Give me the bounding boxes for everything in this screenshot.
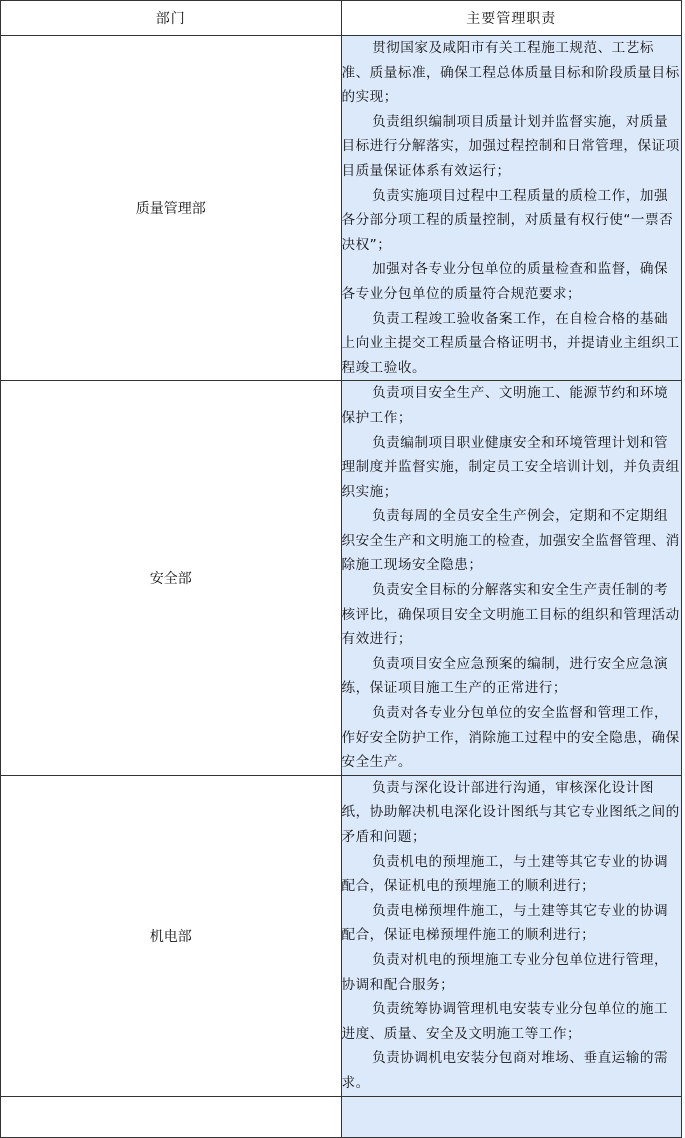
duties-cell bbox=[341, 381, 682, 776]
dept-cell: 机电部 bbox=[1, 775, 342, 1096]
duty-item: 负责对机电的预埋施工专业分包单位进行管理，协调和配合服务； bbox=[341, 951, 669, 993]
table-row bbox=[1, 36, 682, 381]
table-row-cut-off bbox=[1, 1096, 682, 1137]
duty-item: 负责工程竣工验收备案工作，在自检合格的基础上向业主提交工程质量合格证明书，并提请业主组织工程竣工验收。 bbox=[341, 310, 680, 376]
duty-item: 负责电梯预埋件施工，与土建等其它专业的协调配合，保证电梯预埋件施工的顺利进行； bbox=[341, 902, 669, 944]
dept-cell-empty bbox=[1, 1096, 342, 1137]
header-duties: 主要管理职责 bbox=[341, 1, 682, 36]
header-dept: 部门 bbox=[1, 1, 342, 36]
duty-item: 负责统筹协调管理机电安装专业分包单位的施工进度、质量、安全及文明施工等工作； bbox=[341, 1001, 669, 1042]
duty-item: 负责项目安全生产、文明施工、能源节约和环境保护工作； bbox=[341, 385, 669, 426]
duty-item: 负责对各专业分包单位的安全监督和管理工作，作好安全防护工作，消除施工过程中的安全隐患，确保安全生产。 bbox=[341, 705, 680, 771]
table-row bbox=[1, 381, 682, 776]
table-header-row bbox=[1, 1, 682, 36]
duty-item: 负责实施项目过程中工程质量的质检工作，加强各分部分项工程的质量控制，对质量有权行使“一票否决权”； bbox=[341, 187, 674, 253]
dept-cell: 安全部 bbox=[1, 381, 342, 776]
duty-item: 负责机电的预埋施工，与土建等其它专业的协调配合，保证机电的预埋施工的顺利进行； bbox=[341, 853, 669, 895]
duty-item: 加强对各专业分包单位的质量检查和监督，确保各专业分包单位的质量符合规范要求； bbox=[341, 261, 669, 302]
duties-cell-empty bbox=[341, 1096, 682, 1137]
duty-item: 负责安全目标的分解落实和安全生产责任制的考核评比，确保项目安全文明施工目标的组织和管理活动有效进行； bbox=[341, 582, 680, 648]
duty-item: 负责项目安全应急预案的编制，进行安全应急演练，保证项目施工生产的正常进行； bbox=[341, 655, 669, 697]
duty-item: 负责组织编制项目质量计划并监督实施，对质量目标进行分解落实，加强过程控制和日常管理，保证项目质量保证体系有效运行； bbox=[341, 113, 680, 179]
duty-item: 负责每周的全员安全生产例会，定期和不定期组织安全生产和文明施工的检查，加强安全监督管理、消除施工现场安全隐患； bbox=[341, 508, 680, 574]
table-row bbox=[1, 775, 682, 1096]
duty-item: 贯彻国家及咸阳市有关工程施工规范、工艺标准、质量标准，确保工程总体质量目标和阶段质量目标的实现； bbox=[341, 40, 680, 106]
dept-cell: 质量管理部 bbox=[1, 36, 342, 381]
duties-cell bbox=[341, 36, 682, 381]
duty-item: 负责协调机电安装分包商对堆场、垂直运输的需求。 bbox=[341, 1050, 669, 1091]
duties-cell bbox=[341, 775, 682, 1096]
duty-item: 负责编制项目职业健康安全和环境管理计划和管理制度并监督实施，制定员工安全培训计划，并负责组织实施； bbox=[341, 434, 680, 500]
duty-item: 负责与深化设计部进行沟通，审核深化设计图纸，协助解决机电深化设计图纸与其它专业图纸之间的矛盾和问题； bbox=[341, 779, 680, 845]
